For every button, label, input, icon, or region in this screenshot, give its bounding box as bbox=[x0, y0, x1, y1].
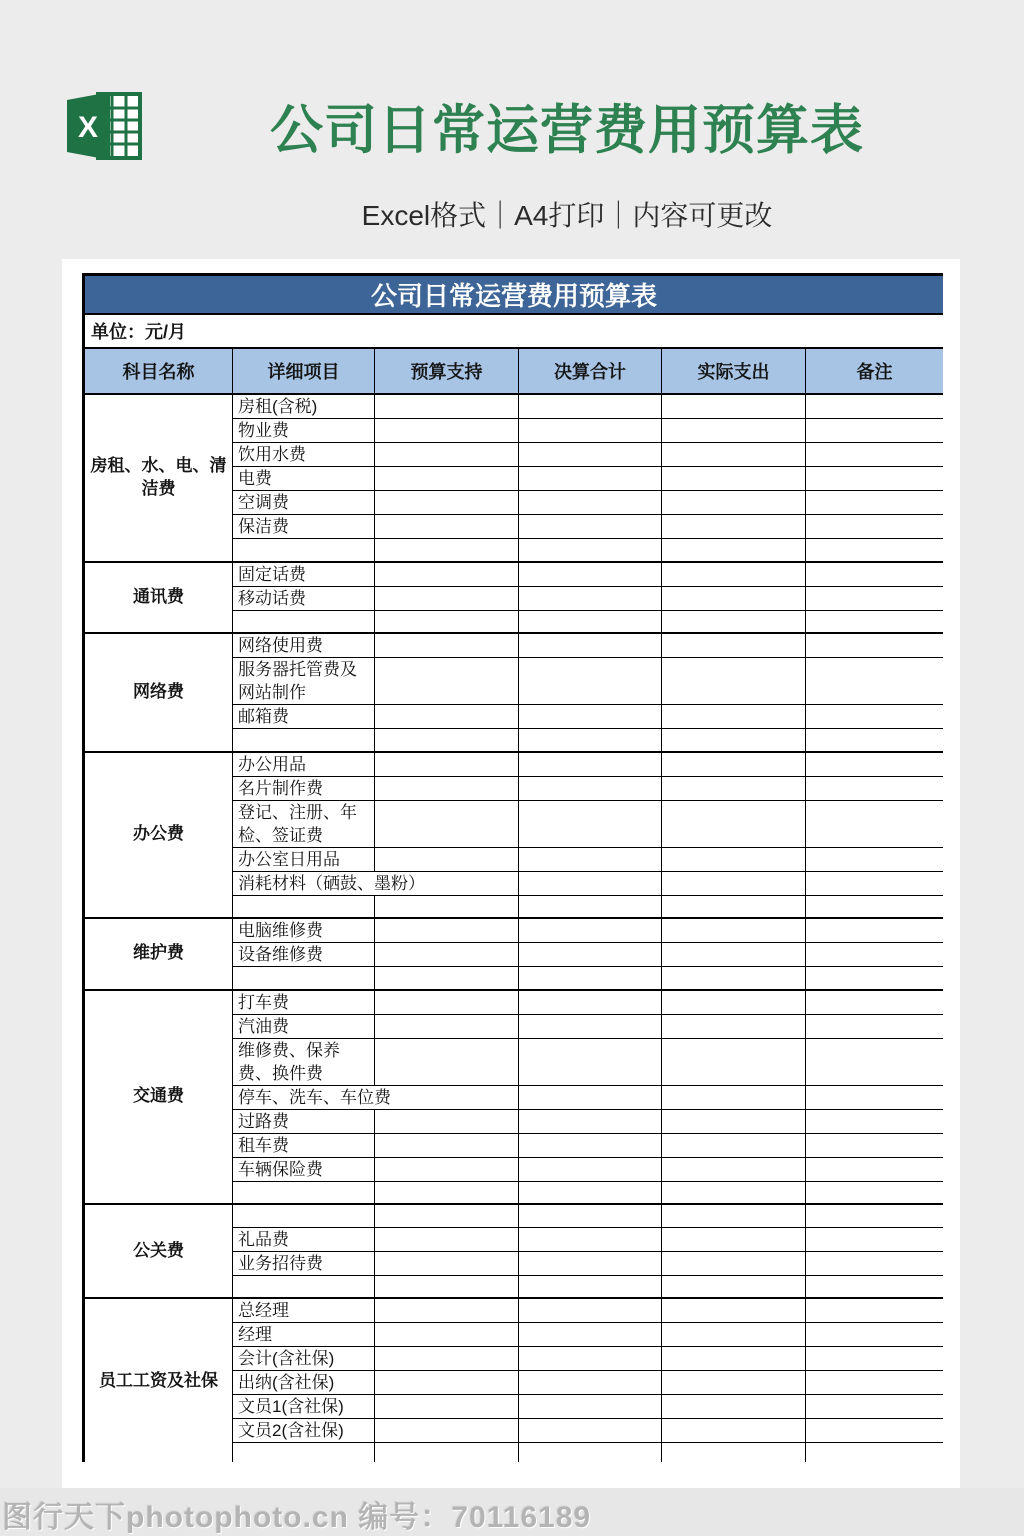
value-cell bbox=[662, 562, 806, 587]
value-cell bbox=[806, 419, 944, 443]
value-cell bbox=[519, 1371, 662, 1395]
item-cell: 过路费 bbox=[233, 1109, 375, 1133]
value-cell bbox=[662, 1085, 806, 1109]
value-cell bbox=[375, 1419, 519, 1443]
item-cell: 办公用品 bbox=[233, 752, 375, 777]
value-cell bbox=[375, 610, 519, 633]
value-cell bbox=[375, 752, 519, 777]
value-cell bbox=[519, 1085, 662, 1109]
value-cell bbox=[519, 491, 662, 515]
value-cell bbox=[519, 1347, 662, 1371]
value-cell bbox=[519, 610, 662, 633]
value-cell bbox=[806, 776, 944, 800]
value-cell bbox=[662, 1227, 806, 1251]
value-cell bbox=[806, 539, 944, 562]
watermark-text: 图行天下photophoto.cn 编号：70116189 bbox=[2, 1501, 592, 1534]
value-cell bbox=[375, 1109, 519, 1133]
item-cell bbox=[233, 1443, 375, 1463]
value-cell bbox=[375, 1227, 519, 1251]
value-cell bbox=[806, 967, 944, 990]
budget-table-container bbox=[82, 273, 943, 1462]
value-cell bbox=[519, 1157, 662, 1181]
value-cell bbox=[806, 633, 944, 658]
value-cell bbox=[519, 800, 662, 847]
value-cell bbox=[519, 1014, 662, 1038]
value-cell bbox=[519, 967, 662, 990]
value-cell bbox=[806, 562, 944, 587]
value-cell bbox=[662, 1133, 806, 1157]
value-cell bbox=[662, 895, 806, 918]
value-cell bbox=[662, 705, 806, 729]
value-cell bbox=[662, 847, 806, 871]
value-cell bbox=[806, 895, 944, 918]
value-cell bbox=[662, 1109, 806, 1133]
item-cell: 设备维修费 bbox=[233, 943, 375, 967]
value-cell bbox=[806, 1323, 944, 1347]
item-cell bbox=[233, 1275, 375, 1298]
item-cell bbox=[233, 967, 375, 990]
value-cell bbox=[375, 800, 519, 847]
column-header-remark: 备注 bbox=[806, 348, 944, 394]
value-cell bbox=[806, 800, 944, 847]
item-cell bbox=[233, 1204, 375, 1227]
unit-label: 单位：元/月 bbox=[84, 314, 944, 348]
table-head-rows bbox=[84, 275, 944, 395]
item-cell: 文员2(含社保) bbox=[233, 1419, 375, 1443]
value-cell bbox=[806, 1014, 944, 1038]
value-cell bbox=[375, 1014, 519, 1038]
item-cell: 房租(含税) bbox=[233, 394, 375, 419]
value-cell bbox=[806, 943, 944, 967]
value-cell bbox=[806, 394, 944, 419]
value-cell bbox=[519, 871, 662, 895]
value-cell bbox=[806, 1181, 944, 1204]
value-cell bbox=[806, 752, 944, 777]
value-cell bbox=[662, 729, 806, 752]
value-cell bbox=[375, 1347, 519, 1371]
category-cell: 交通费 bbox=[84, 990, 233, 1205]
table-title: 公司日常运营费用预算表 bbox=[84, 275, 944, 315]
value-cell bbox=[375, 705, 519, 729]
value-cell bbox=[519, 1251, 662, 1275]
item-cell: 经理 bbox=[233, 1323, 375, 1347]
item-cell: 消耗材料（硒鼓、墨粉） bbox=[233, 871, 519, 895]
value-cell bbox=[519, 1109, 662, 1133]
item-cell: 服务器托管费及网站制作 bbox=[233, 658, 375, 705]
value-cell bbox=[375, 658, 519, 705]
item-cell: 办公室日用品 bbox=[233, 847, 375, 871]
item-cell: 固定话费 bbox=[233, 562, 375, 587]
value-cell bbox=[662, 1371, 806, 1395]
table-row bbox=[84, 990, 944, 1015]
category-cell: 房租、水、电、清洁费 bbox=[84, 394, 233, 562]
unit-row bbox=[84, 314, 944, 348]
value-cell bbox=[662, 443, 806, 467]
value-cell bbox=[519, 752, 662, 777]
value-cell bbox=[806, 1371, 944, 1395]
value-cell bbox=[519, 1443, 662, 1463]
table-section bbox=[84, 990, 944, 1205]
value-cell bbox=[806, 1275, 944, 1298]
item-cell: 登记、注册、年检、签证费 bbox=[233, 800, 375, 847]
value-cell bbox=[806, 705, 944, 729]
value-cell bbox=[662, 1157, 806, 1181]
value-cell bbox=[662, 1419, 806, 1443]
value-cell bbox=[662, 990, 806, 1015]
value-cell bbox=[375, 539, 519, 562]
item-cell: 汽油费 bbox=[233, 1014, 375, 1038]
value-cell bbox=[806, 1133, 944, 1157]
value-cell bbox=[519, 847, 662, 871]
item-cell: 保洁费 bbox=[233, 515, 375, 539]
table-section bbox=[84, 1204, 944, 1298]
page-subtitle: Excel格式｜A4打印｜内容可更改 bbox=[361, 200, 773, 231]
value-cell bbox=[806, 847, 944, 871]
column-header-final: 决算合计 bbox=[519, 348, 662, 394]
value-cell bbox=[375, 1038, 519, 1085]
category-cell: 通讯费 bbox=[84, 562, 233, 634]
value-cell bbox=[806, 729, 944, 752]
value-cell bbox=[806, 1298, 944, 1323]
value-cell bbox=[519, 394, 662, 419]
column-header-subject: 科目名称 bbox=[84, 348, 233, 394]
table-row bbox=[84, 752, 944, 777]
value-cell bbox=[519, 990, 662, 1015]
value-cell bbox=[806, 1443, 944, 1463]
table-row bbox=[84, 1298, 944, 1323]
value-cell bbox=[662, 1298, 806, 1323]
page-title: 公司日常运营费用预算表 bbox=[270, 101, 864, 160]
value-cell bbox=[662, 539, 806, 562]
value-cell bbox=[375, 1371, 519, 1395]
value-cell bbox=[806, 467, 944, 491]
value-cell bbox=[662, 467, 806, 491]
value-cell bbox=[519, 729, 662, 752]
value-cell bbox=[806, 610, 944, 633]
category-cell: 公关费 bbox=[84, 1204, 233, 1298]
value-cell bbox=[519, 1395, 662, 1419]
value-cell bbox=[806, 491, 944, 515]
item-cell: 邮箱费 bbox=[233, 705, 375, 729]
value-cell bbox=[662, 776, 806, 800]
value-cell bbox=[662, 1347, 806, 1371]
value-cell bbox=[806, 871, 944, 895]
table-section bbox=[84, 394, 944, 562]
table-section bbox=[84, 562, 944, 634]
value-cell bbox=[519, 1323, 662, 1347]
value-cell bbox=[662, 586, 806, 610]
value-cell bbox=[519, 1227, 662, 1251]
item-cell bbox=[233, 539, 375, 562]
value-cell bbox=[375, 491, 519, 515]
column-header-actual: 实际支出 bbox=[662, 348, 806, 394]
value-cell bbox=[375, 1443, 519, 1463]
item-cell: 会计(含社保) bbox=[233, 1347, 375, 1371]
value-cell bbox=[519, 539, 662, 562]
item-cell: 维修费、保养费、换件费 bbox=[233, 1038, 375, 1085]
value-cell bbox=[662, 1251, 806, 1275]
category-cell: 网络费 bbox=[84, 633, 233, 752]
value-cell bbox=[519, 443, 662, 467]
category-cell: 员工工资及社保 bbox=[84, 1298, 233, 1462]
value-cell bbox=[375, 467, 519, 491]
value-cell bbox=[662, 633, 806, 658]
value-cell bbox=[375, 847, 519, 871]
item-cell bbox=[233, 610, 375, 633]
value-cell bbox=[375, 1181, 519, 1204]
item-cell: 停车、洗车、车位费 bbox=[233, 1085, 519, 1109]
value-cell bbox=[662, 394, 806, 419]
column-header-detail: 详细项目 bbox=[233, 348, 375, 394]
value-cell bbox=[806, 1227, 944, 1251]
value-cell bbox=[375, 967, 519, 990]
value-cell bbox=[806, 1204, 944, 1227]
value-cell bbox=[806, 1109, 944, 1133]
category-cell: 办公费 bbox=[84, 752, 233, 919]
table-title-row bbox=[84, 275, 944, 315]
value-cell bbox=[806, 1251, 944, 1275]
table-row bbox=[84, 918, 944, 943]
item-cell: 文员1(含社保) bbox=[233, 1395, 375, 1419]
value-cell bbox=[519, 918, 662, 943]
value-cell bbox=[519, 1298, 662, 1323]
value-cell bbox=[519, 562, 662, 587]
category-cell: 维护费 bbox=[84, 918, 233, 990]
value-cell bbox=[519, 633, 662, 658]
value-cell bbox=[375, 443, 519, 467]
table-row bbox=[84, 633, 944, 658]
value-cell bbox=[662, 1204, 806, 1227]
value-cell bbox=[519, 705, 662, 729]
column-header-row bbox=[84, 348, 944, 394]
value-cell bbox=[375, 990, 519, 1015]
value-cell bbox=[662, 918, 806, 943]
table-row bbox=[84, 1204, 944, 1227]
item-cell: 业务招待费 bbox=[233, 1251, 375, 1275]
value-cell bbox=[519, 1275, 662, 1298]
value-cell bbox=[375, 515, 519, 539]
excel-icon-letter: X bbox=[77, 111, 99, 144]
value-cell bbox=[662, 1443, 806, 1463]
item-cell bbox=[233, 1181, 375, 1204]
value-cell bbox=[375, 776, 519, 800]
item-cell: 名片制作费 bbox=[233, 776, 375, 800]
value-cell bbox=[519, 1204, 662, 1227]
table-row bbox=[84, 562, 944, 587]
table-row bbox=[84, 394, 944, 419]
value-cell bbox=[806, 1157, 944, 1181]
value-cell bbox=[375, 943, 519, 967]
item-cell bbox=[233, 729, 375, 752]
value-cell bbox=[662, 1014, 806, 1038]
table-section bbox=[84, 1298, 944, 1462]
item-cell: 打车费 bbox=[233, 990, 375, 1015]
value-cell bbox=[375, 1323, 519, 1347]
value-cell bbox=[662, 871, 806, 895]
value-cell bbox=[519, 895, 662, 918]
value-cell bbox=[375, 918, 519, 943]
value-cell bbox=[375, 1251, 519, 1275]
value-cell bbox=[806, 1419, 944, 1443]
value-cell bbox=[519, 776, 662, 800]
value-cell bbox=[662, 752, 806, 777]
value-cell bbox=[806, 443, 944, 467]
value-cell bbox=[662, 967, 806, 990]
item-cell: 移动话费 bbox=[233, 586, 375, 610]
value-cell bbox=[519, 515, 662, 539]
value-cell bbox=[662, 658, 806, 705]
value-cell bbox=[519, 658, 662, 705]
value-cell bbox=[375, 586, 519, 610]
value-cell bbox=[662, 1038, 806, 1085]
value-cell bbox=[375, 1133, 519, 1157]
value-cell bbox=[519, 1038, 662, 1085]
item-cell: 总经理 bbox=[233, 1298, 375, 1323]
value-cell bbox=[662, 491, 806, 515]
item-cell: 礼品费 bbox=[233, 1227, 375, 1251]
value-cell bbox=[375, 729, 519, 752]
value-cell bbox=[519, 467, 662, 491]
value-cell bbox=[806, 586, 944, 610]
value-cell bbox=[519, 1181, 662, 1204]
value-cell bbox=[375, 562, 519, 587]
value-cell bbox=[662, 419, 806, 443]
value-cell bbox=[662, 943, 806, 967]
value-cell bbox=[519, 586, 662, 610]
value-cell bbox=[519, 943, 662, 967]
value-cell bbox=[662, 800, 806, 847]
value-cell bbox=[806, 1038, 944, 1085]
item-cell: 租车费 bbox=[233, 1133, 375, 1157]
value-cell bbox=[519, 1133, 662, 1157]
value-cell bbox=[806, 1347, 944, 1371]
value-cell bbox=[375, 1275, 519, 1298]
item-cell: 网络使用费 bbox=[233, 633, 375, 658]
item-cell: 出纳(含社保) bbox=[233, 1371, 375, 1395]
value-cell bbox=[662, 1395, 806, 1419]
value-cell bbox=[519, 419, 662, 443]
item-cell: 饮用水费 bbox=[233, 443, 375, 467]
value-cell bbox=[662, 1181, 806, 1204]
value-cell bbox=[806, 515, 944, 539]
value-cell bbox=[375, 1204, 519, 1227]
value-cell bbox=[375, 1395, 519, 1419]
value-cell bbox=[375, 419, 519, 443]
value-cell bbox=[806, 918, 944, 943]
table-section bbox=[84, 633, 944, 752]
value-cell bbox=[662, 515, 806, 539]
value-cell bbox=[375, 1157, 519, 1181]
value-cell bbox=[662, 610, 806, 633]
value-cell bbox=[806, 990, 944, 1015]
value-cell bbox=[806, 658, 944, 705]
table-section bbox=[84, 752, 944, 919]
value-cell bbox=[806, 1395, 944, 1419]
value-cell bbox=[519, 1419, 662, 1443]
item-cell: 空调费 bbox=[233, 491, 375, 515]
item-cell: 电脑维修费 bbox=[233, 918, 375, 943]
column-header-budget: 预算支持 bbox=[375, 348, 519, 394]
value-cell bbox=[662, 1323, 806, 1347]
value-cell bbox=[375, 895, 519, 918]
item-cell: 电费 bbox=[233, 467, 375, 491]
value-cell bbox=[375, 1298, 519, 1323]
item-cell bbox=[233, 895, 375, 918]
value-cell bbox=[806, 1085, 944, 1109]
value-cell bbox=[375, 633, 519, 658]
value-cell bbox=[375, 394, 519, 419]
item-cell: 物业费 bbox=[233, 419, 375, 443]
item-cell: 车辆保险费 bbox=[233, 1157, 375, 1181]
budget-table bbox=[82, 273, 943, 1462]
value-cell bbox=[662, 1275, 806, 1298]
table-section bbox=[84, 918, 944, 990]
